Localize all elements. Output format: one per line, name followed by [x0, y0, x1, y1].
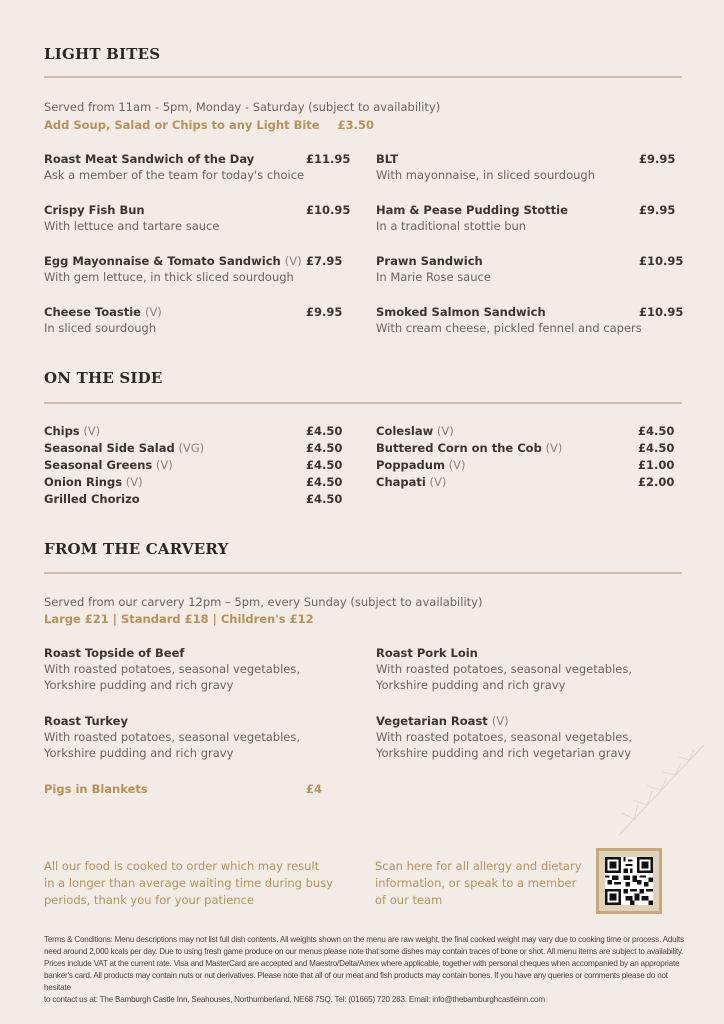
addon-label: Add Soup, Salad or Chips to any Light Bite — [44, 118, 320, 132]
side-item — [44, 424, 344, 438]
item-price: £4.50 — [638, 424, 675, 438]
section-title-on-the-side: ON THE SIDE — [44, 369, 163, 387]
section-title-carvery: FROM THE CARVERY — [44, 540, 229, 558]
rosemary-sprig-icon — [609, 735, 719, 845]
item-description: With roasted potatoes, seasonal vegetables, Yorkshire pudding and rich gravy — [376, 662, 633, 692]
item-description: In a traditional stottie bun — [376, 219, 527, 233]
item-price: £10.95 — [639, 254, 684, 268]
item-name: Vegetarian Roast — [376, 714, 488, 728]
item-name: Seasonal Side Salad — [44, 441, 175, 455]
light-bites-intro: Served from 11am - 5pm, Monday - Saturday (subject to availability) — [44, 100, 441, 114]
dietary-tag: (V) — [436, 424, 454, 438]
addon-price: £3.50 — [337, 118, 374, 132]
carvery-item — [44, 714, 344, 761]
terms-and-conditions: Terms & Conditions: Menu descriptions may not list full dish contents. All weights shown on the menu are raw weight, the final cooked weight may vary due to cooking time or process. Adults need around 2,000 kcals per day. Due to using fresh game produce on our menus please note that some dishes may contain traces of bone or shot. All menu items are subject to availability. Prices include VAT at the current rate. Visa and MasterCard are accepted and Maestro/Delta/Amex where applicable, together with personal cheques when accompanied by an appropriate banker's card. All products may contain nuts or nut derivatives. Please note that all of our meat and fish products may contain bones. If you have any queries or comments please do not hesitate to contact us at: The Bamburgh Castle Inn, Seahouses, Northumberland, NE68 7SQ. Tel: (01665) 720 283. Email: info@thebamburghcastleinn.com — [44, 935, 684, 1004]
item-price: £4.50 — [638, 441, 675, 455]
dietary-tag: (V) — [448, 458, 466, 472]
menu-item — [376, 152, 676, 183]
menu-item — [44, 305, 344, 336]
dietary-tag: (V) — [144, 305, 162, 319]
dietary-tag: (VG) — [178, 441, 205, 455]
item-price: £4.50 — [306, 424, 343, 438]
item-price: £4.50 — [306, 475, 343, 489]
side-item — [44, 475, 344, 489]
item-name: Pigs in Blankets — [44, 782, 148, 796]
item-name: Chapati — [376, 475, 426, 489]
menu-item — [376, 254, 684, 285]
item-description: With gem lettuce, in thick sliced sourdough — [44, 270, 294, 284]
item-name: Roast Meat Sandwich of the Day — [44, 152, 255, 166]
item-name: Crispy Fish Bun — [44, 203, 145, 217]
item-name: Grilled Chorizo — [44, 492, 140, 506]
dietary-tag: (V) — [284, 254, 302, 268]
item-description: With mayonnaise, in sliced sourdough — [376, 168, 595, 182]
item-name: Cheese Toastie — [44, 305, 141, 319]
item-name: Prawn Sandwich — [376, 254, 483, 268]
section-divider — [44, 76, 682, 78]
light-bites-addon — [44, 118, 374, 132]
menu-item — [44, 254, 344, 285]
side-item — [44, 492, 344, 506]
carvery-intro: Served from our carvery 12pm – 5pm, every Sunday (subject to availability) — [44, 595, 483, 609]
item-name: BLT — [376, 152, 399, 166]
item-description: With cream cheese, pickled fennel and capers — [376, 321, 642, 335]
item-price: £10.95 — [639, 305, 684, 319]
item-name: Coleslaw — [376, 424, 434, 438]
item-name: Poppadum — [376, 458, 445, 472]
item-price: £4.50 — [306, 492, 343, 506]
section-divider — [44, 402, 682, 404]
item-price: £4 — [306, 782, 323, 796]
dietary-tag: (V) — [125, 475, 143, 489]
item-name: Smoked Salmon Sandwich — [376, 305, 546, 319]
item-price: £9.95 — [306, 305, 343, 319]
dietary-tag: (V) — [545, 441, 563, 455]
carvery-sizes: Large £21 | Standard £18 | Children's £12 — [44, 612, 314, 626]
section-title-light-bites: LIGHT BITES — [44, 45, 161, 63]
dietary-tag: (V) — [83, 424, 101, 438]
qr-code-frame[interactable] — [596, 848, 662, 914]
menu-item — [44, 152, 351, 183]
item-description: With roasted potatoes, seasonal vegetables, Yorkshire pudding and rich gravy — [44, 730, 301, 760]
item-price: £1.00 — [638, 458, 675, 472]
side-item — [376, 458, 676, 472]
item-name: Roast Pork Loin — [376, 646, 478, 660]
item-price: £9.95 — [639, 152, 676, 166]
item-description: With roasted potatoes, seasonal vegetables, Yorkshire pudding and rich vegetarian gravy — [376, 730, 633, 760]
item-description: In Marie Rose sauce — [376, 270, 491, 284]
item-price: £4.50 — [306, 458, 343, 472]
menu-item — [44, 203, 351, 234]
side-item — [376, 441, 676, 455]
item-price: £10.95 — [306, 203, 351, 217]
item-description: With lettuce and tartare sauce — [44, 219, 220, 233]
section-divider — [44, 572, 682, 574]
side-item — [376, 475, 676, 489]
item-description: With roasted potatoes, seasonal vegetables, Yorkshire pudding and rich gravy — [44, 662, 301, 692]
item-name: Ham & Pease Pudding Stottie — [376, 203, 568, 217]
pigs-in-blankets — [44, 782, 344, 796]
item-price: £7.95 — [306, 254, 343, 268]
item-description: In sliced sourdough — [44, 321, 157, 335]
qr-code-icon[interactable] — [605, 857, 653, 905]
item-name: Chips — [44, 424, 80, 438]
menu-item — [376, 203, 676, 234]
item-name: Egg Mayonnaise & Tomato Sandwich — [44, 254, 281, 268]
dietary-tag: (V) — [491, 714, 509, 728]
carvery-item — [376, 646, 676, 693]
side-item — [376, 424, 676, 438]
item-name: Roast Topside of Beef — [44, 646, 185, 660]
item-price: £4.50 — [306, 441, 343, 455]
item-price: £9.95 — [639, 203, 676, 217]
item-name: Seasonal Greens — [44, 458, 153, 472]
side-item — [44, 441, 344, 455]
dietary-tag: (V) — [155, 458, 173, 472]
item-description: Ask a member of the team for today's choice — [44, 168, 305, 182]
menu-item — [376, 305, 696, 336]
item-name: Onion Rings — [44, 475, 123, 489]
item-name: Roast Turkey — [44, 714, 128, 728]
cooking-note: All our food is cooked to order which may result in a longer than average waiting time during busy periods, thank you for your patience — [44, 859, 334, 907]
item-name: Buttered Corn on the Cob — [376, 441, 542, 455]
dietary-tag: (V) — [429, 475, 447, 489]
allergy-note: Scan here for all allergy and dietary information, or speak to a member of our team — [375, 859, 582, 907]
carvery-item — [44, 646, 344, 693]
item-price: £11.95 — [306, 152, 351, 166]
side-item — [44, 458, 344, 472]
item-price: £2.00 — [638, 475, 675, 489]
